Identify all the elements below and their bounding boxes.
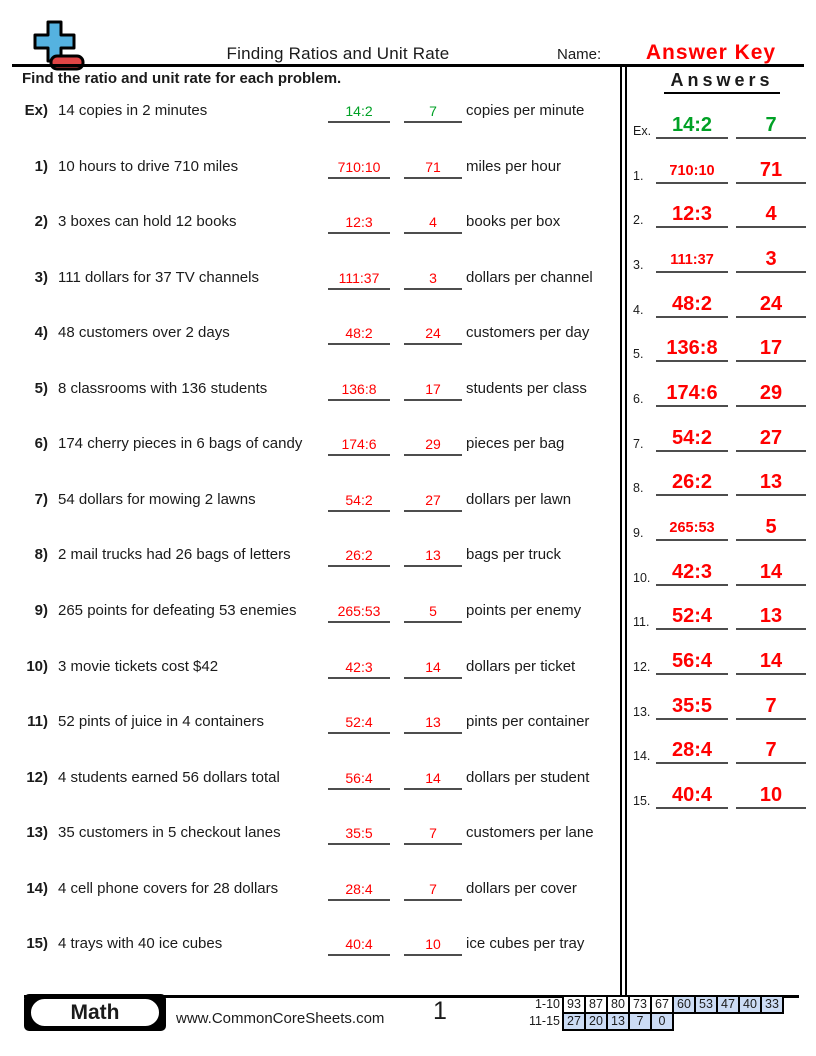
answer-row-number: 3. (633, 257, 644, 272)
answer-rate-value: 3 (765, 247, 777, 270)
ratio-answer-blank (328, 212, 390, 234)
answer-row-number: 9. (633, 525, 644, 540)
answer-ratio-value: 28:4 (671, 739, 713, 762)
unit-rate-answer-blank (404, 657, 462, 679)
answer-ratio-value: 136:8 (666, 337, 718, 360)
ratio-answer-value: 54:2 (345, 491, 373, 508)
unit-label: points per enemy (466, 601, 582, 619)
problem-text: 2 mail trucks had 26 bags of letters (58, 546, 291, 564)
answer-rate-value: 5 (765, 515, 777, 538)
score-table (498, 995, 784, 1031)
unit-rate-answer-blank (404, 323, 462, 345)
score-cell: 33 (760, 995, 784, 1014)
answer-row (628, 734, 816, 764)
answer-ratio-blank (656, 690, 728, 720)
problem-number: 13) (26, 824, 48, 842)
ratio-answer-value: 265:53 (337, 602, 381, 619)
problem-text: 4 students earned 56 dollars total (58, 768, 280, 786)
unit-rate-answer-blank (404, 879, 462, 901)
minus-icon (51, 56, 83, 69)
unit-rate-answer-blank (404, 545, 462, 567)
answer-ratio-blank (656, 377, 728, 407)
ratio-answer-blank (328, 101, 390, 123)
answer-row-number: 4. (633, 302, 644, 317)
unit-label: students per class (466, 379, 587, 397)
answer-row-number: 14. (633, 749, 651, 764)
unit-rate-answer-blank (404, 768, 462, 790)
ratio-answer-blank (328, 657, 390, 679)
problem-text: 265 points for defeating 53 enemies (58, 601, 297, 619)
unit-label: customers per lane (466, 824, 594, 842)
unit-label: miles per hour (466, 157, 562, 175)
answer-row (628, 422, 816, 452)
name-label: Name: (557, 46, 602, 63)
problem-text: 174 cherry pieces in 6 bags of candy (58, 435, 303, 453)
problem-row (0, 157, 620, 183)
ratio-answer-value: 14:2 (345, 103, 373, 119)
answer-ratio-value: 111:37 (670, 251, 714, 268)
answer-rate-value: 14 (759, 649, 783, 672)
answer-ratio-blank (656, 154, 728, 184)
ratio-answer-blank (328, 490, 390, 512)
answer-row-number: 6. (633, 391, 644, 406)
answer-rate-blank (736, 198, 806, 228)
score-row (498, 1012, 784, 1031)
unit-label: copies per minute (466, 102, 585, 119)
problem-text: 35 customers in 5 checkout lanes (58, 824, 281, 842)
answer-row (628, 779, 816, 809)
answer-row-number: 15. (633, 793, 651, 808)
answer-row (628, 511, 816, 541)
score-range-label: 1-10 (534, 997, 560, 1011)
math-badge (24, 994, 166, 1031)
answer-rate-value: 13 (759, 471, 783, 494)
answers-heading: Answers (664, 70, 779, 94)
answer-ratio-blank (656, 109, 728, 139)
answer-row (628, 198, 816, 228)
answer-ratio-value: 710:10 (669, 162, 715, 179)
answer-row (628, 154, 816, 184)
problem-number: 14) (26, 879, 48, 897)
answer-row-number: 11. (633, 615, 650, 630)
unit-rate-answer-blank (404, 379, 462, 401)
problem-number: 12) (26, 768, 48, 786)
answer-row (628, 243, 816, 273)
ratio-answer-blank (328, 934, 390, 956)
score-cell: 87 (584, 995, 608, 1014)
answer-ratio-blank (656, 332, 728, 362)
problem-text: 8 classrooms with 136 students (58, 379, 268, 397)
unit-label: dollars per channel (466, 268, 593, 286)
ratio-answer-blank (328, 601, 390, 623)
answer-rate-value: 29 (759, 381, 783, 404)
answer-rate-blank (736, 243, 806, 273)
score-cell: 27 (562, 1012, 586, 1031)
problem-number: 6) (34, 435, 48, 453)
ratio-answer-value: 40:4 (345, 936, 373, 953)
unit-label: ice cubes per tray (466, 935, 585, 953)
ratio-answer-blank (328, 545, 390, 567)
answer-rate-value: 7 (765, 114, 777, 136)
unit-rate-answer-blank (404, 101, 462, 123)
unit-rate-answer-value: 13 (425, 714, 441, 731)
answer-ratio-value: 54:2 (671, 426, 713, 449)
answer-rate-value: 10 (759, 783, 783, 806)
ratio-answer-value: 136:8 (341, 380, 377, 397)
problem-number: 5) (34, 379, 48, 397)
answer-ratio-value: 40:4 (671, 783, 713, 806)
ratio-answer-blank (328, 879, 390, 901)
problem-number: 11) (27, 713, 48, 731)
answer-row (628, 466, 816, 496)
answer-rate-blank (736, 556, 806, 586)
answer-rate-value: 71 (759, 158, 783, 181)
unit-rate-answer-value: 14 (425, 658, 441, 675)
problem-text: 48 customers over 2 days (58, 324, 230, 342)
answer-rate-blank (736, 690, 806, 720)
unit-rate-answer-blank (404, 601, 462, 623)
problem-row (0, 379, 620, 405)
answer-ratio-value: 14:2 (671, 114, 713, 136)
unit-label: dollars per ticket (466, 657, 576, 675)
score-cell: 67 (650, 995, 674, 1014)
answer-rate-blank (736, 779, 806, 809)
ratio-answer-value: 710:10 (337, 158, 381, 175)
ratio-answer-value: 111:37 (338, 269, 380, 286)
answer-rate-blank (736, 600, 806, 630)
answer-rate-blank (736, 377, 806, 407)
problem-number: 3) (34, 268, 48, 286)
answer-rate-value: 27 (759, 426, 783, 449)
problem-row (0, 268, 620, 294)
score-range-label: 11-15 (528, 1014, 560, 1028)
answer-row-number: 5. (633, 347, 644, 362)
unit-rate-answer-value: 7 (429, 880, 437, 897)
problem-number: 4) (34, 324, 48, 342)
answer-ratio-blank (656, 734, 728, 764)
unit-rate-answer-blank (404, 268, 462, 290)
answer-row (628, 556, 816, 586)
problem-row (0, 434, 620, 460)
unit-rate-answer-value: 4 (429, 214, 437, 231)
ratio-answer-value: 26:2 (345, 547, 373, 564)
ratio-answer-blank (328, 768, 390, 790)
answer-row (628, 109, 816, 139)
answer-rate-blank (736, 511, 806, 541)
unit-label: pieces per bag (466, 435, 565, 453)
unit-rate-answer-blank (404, 157, 462, 179)
score-cell: 20 (584, 1012, 608, 1031)
unit-label: customers per day (466, 324, 590, 342)
problem-row (0, 212, 620, 238)
problem-row (0, 712, 620, 738)
unit-rate-answer-blank (404, 712, 462, 734)
answer-rate-blank (736, 645, 806, 675)
problem-row (0, 545, 620, 571)
answer-ratio-value: 12:3 (671, 203, 713, 226)
answers-panel-divider (620, 66, 627, 997)
answer-ratio-value: 174:6 (666, 381, 718, 404)
answer-row (628, 332, 816, 362)
ratio-answer-blank (328, 268, 390, 290)
unit-rate-answer-value: 10 (425, 936, 441, 953)
unit-rate-answer-blank (404, 490, 462, 512)
ratio-answer-blank (328, 157, 390, 179)
problem-text: 3 movie tickets cost $42 (58, 657, 219, 675)
ratio-answer-value: 28:4 (345, 880, 373, 897)
unit-label: dollars per student (466, 768, 590, 786)
problem-text: 111 dollars for 37 TV channels (58, 268, 259, 286)
answer-rate-value: 24 (759, 292, 783, 315)
answer-row (628, 377, 816, 407)
problem-text: 54 dollars for mowing 2 lawns (58, 490, 256, 508)
page-number: 1 (433, 997, 447, 1025)
answer-rate-value: 14 (759, 560, 783, 583)
answer-ratio-value: 26:2 (671, 471, 713, 494)
answer-rate-blank (736, 109, 806, 139)
answer-rate-value: 7 (765, 694, 777, 717)
problem-row (0, 879, 620, 905)
score-cell: 13 (606, 1012, 630, 1031)
ratio-answer-blank (328, 323, 390, 345)
unit-rate-answer-blank (404, 434, 462, 456)
problem-text: 4 trays with 40 ice cubes (58, 935, 223, 953)
score-cell: 60 (672, 995, 696, 1014)
problem-row (0, 323, 620, 349)
answer-row-number: 12. (633, 659, 651, 674)
answer-ratio-value: 48:2 (671, 292, 713, 315)
ratio-answer-value: 35:5 (345, 825, 373, 842)
answer-ratio-blank (656, 198, 728, 228)
answer-row-number: 1. (633, 168, 644, 183)
problem-text: 4 cell phone covers for 28 dollars (58, 879, 279, 897)
problem-text: 10 hours to drive 710 miles (58, 157, 239, 175)
unit-label: dollars per cover (466, 879, 577, 897)
answer-row (628, 690, 816, 720)
answer-rate-value: 7 (765, 739, 777, 762)
ratio-answer-value: 52:4 (345, 714, 373, 731)
ratio-answer-blank (328, 823, 390, 845)
answer-key-label: Answer Key (645, 41, 777, 64)
unit-label: books per box (466, 213, 561, 231)
answer-ratio-value: 52:4 (671, 605, 713, 628)
problem-row (0, 601, 620, 627)
answer-row-number: 2. (633, 213, 644, 228)
ratio-answer-blank (328, 379, 390, 401)
answer-row (628, 645, 816, 675)
answer-ratio-blank (656, 556, 728, 586)
problem-row (0, 823, 620, 849)
answer-ratio-blank (656, 600, 728, 630)
answer-row (628, 288, 816, 318)
unit-rate-answer-value: 3 (429, 269, 437, 286)
website-url: www.CommonCoreSheets.com (176, 1010, 385, 1027)
problem-row (0, 657, 620, 683)
answer-rate-value: 13 (759, 605, 783, 628)
answer-rate-blank (736, 332, 806, 362)
problem-row (0, 768, 620, 794)
answer-rate-blank (736, 288, 806, 318)
problem-text: 3 boxes can hold 12 books (58, 213, 237, 231)
answer-row-number: 10. (633, 570, 651, 585)
answer-ratio-value: 56:4 (671, 649, 713, 672)
answer-row-number: 7. (633, 436, 644, 451)
unit-rate-answer-value: 7 (429, 825, 437, 842)
answer-ratio-value: 35:5 (671, 694, 713, 717)
problem-number: 15) (26, 935, 48, 953)
answer-ratio-blank (656, 511, 728, 541)
ratio-answer-value: 174:6 (341, 436, 377, 453)
score-cell: 73 (628, 995, 652, 1014)
unit-rate-answer-value: 29 (425, 436, 441, 453)
page-title: Finding Ratios and Unit Rate (226, 44, 450, 63)
unit-rate-answer-value: 7 (429, 103, 437, 119)
answer-ratio-value: 265:53 (669, 519, 715, 536)
unit-rate-answer-blank (404, 934, 462, 956)
unit-rate-answer-blank (404, 212, 462, 234)
score-cell: 93 (562, 995, 586, 1014)
answer-ratio-blank (656, 422, 728, 452)
ratio-answer-value: 48:2 (345, 325, 373, 342)
unit-rate-answer-value: 17 (425, 380, 441, 397)
answer-ratio-blank (656, 466, 728, 496)
unit-rate-answer-blank (404, 823, 462, 845)
header-rule (12, 64, 804, 67)
problem-row (0, 934, 620, 960)
ratio-answer-value: 42:3 (345, 658, 373, 675)
unit-rate-answer-value: 27 (425, 491, 441, 508)
problem-number: 2) (34, 213, 48, 231)
instruction-text: Find the ratio and unit rate for each problem. (22, 70, 342, 87)
answer-ratio-blank (656, 779, 728, 809)
unit-label: dollars per lawn (466, 490, 572, 508)
score-cell: 47 (716, 995, 740, 1014)
score-cell: 80 (606, 995, 630, 1014)
answer-rate-blank (736, 154, 806, 184)
answer-row-number: 13. (633, 704, 651, 719)
problem-number: 1) (34, 157, 48, 175)
unit-label: bags per truck (466, 546, 562, 564)
answer-ratio-blank (656, 645, 728, 675)
answer-row (628, 600, 816, 630)
answer-ratio-blank (656, 288, 728, 318)
problem-text: 14 copies in 2 minutes (58, 102, 208, 119)
problem-number: 10) (26, 657, 48, 675)
unit-rate-answer-value: 13 (425, 547, 441, 564)
score-cell: 0 (650, 1012, 674, 1031)
answer-row-number: 8. (633, 481, 644, 496)
unit-rate-answer-value: 14 (425, 769, 441, 786)
answer-ratio-value: 42:3 (671, 560, 713, 583)
score-cell: 53 (694, 995, 718, 1014)
problem-text: 52 pints of juice in 4 containers (58, 713, 264, 731)
answer-ratio-blank (656, 243, 728, 273)
ratio-answer-blank (328, 712, 390, 734)
answer-rate-value: 4 (765, 203, 777, 226)
answer-rate-blank (736, 422, 806, 452)
unit-rate-answer-value: 71 (425, 158, 441, 175)
answer-rate-blank (736, 466, 806, 496)
answers-panel-header (628, 70, 816, 94)
problem-number: 8) (34, 546, 48, 564)
answer-rate-value: 17 (759, 337, 783, 360)
problem-number: 7) (34, 490, 48, 508)
unit-rate-answer-value: 5 (429, 602, 437, 619)
unit-rate-answer-value: 24 (425, 325, 441, 342)
ratio-answer-value: 12:3 (345, 214, 373, 231)
ratio-answer-blank (328, 434, 390, 456)
ratio-answer-value: 56:4 (345, 769, 373, 786)
problem-number: 9) (34, 601, 48, 619)
problem-number: Ex) (24, 102, 48, 119)
answer-row-number: Ex. (633, 124, 652, 138)
answer-rate-blank (736, 734, 806, 764)
score-cell: 40 (738, 995, 762, 1014)
problem-row (0, 490, 620, 516)
unit-label: pints per container (466, 713, 590, 731)
math-badge-label: Math (29, 997, 161, 1028)
score-cell: 7 (628, 1012, 652, 1031)
problem-row (0, 101, 620, 127)
